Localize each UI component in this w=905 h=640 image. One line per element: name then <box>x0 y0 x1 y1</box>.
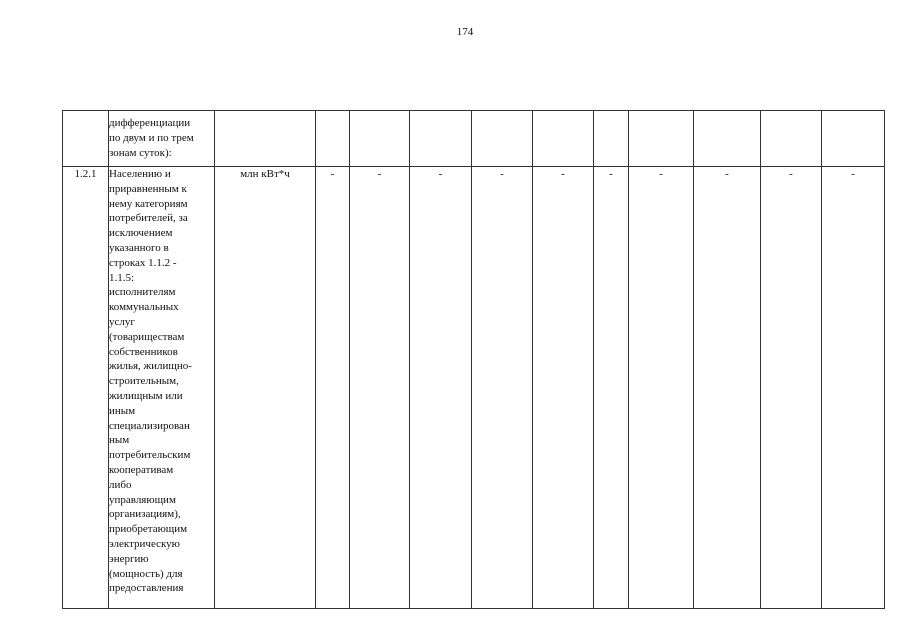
description-line: предоставления <box>109 582 184 595</box>
description-line: управляющим <box>109 493 176 506</box>
table-cell-number <box>63 111 109 167</box>
description-line: строках 1.1.2 - <box>109 256 177 269</box>
table-cell-description <box>109 167 215 609</box>
description-line: указанного в <box>109 241 169 254</box>
table-cell-number: 1.2.1 <box>63 167 109 609</box>
description-line: услуг <box>109 315 135 328</box>
description-line: кооперативам <box>109 463 174 476</box>
description-line: строительным, <box>109 375 179 388</box>
description-line: (мощность) для <box>109 567 183 580</box>
table-cell-value <box>410 111 472 167</box>
table-cell-value: - <box>694 167 761 609</box>
description-line: 1.1.5: <box>109 271 135 284</box>
table-cell-value <box>761 111 822 167</box>
description-line: исполнителям <box>109 286 176 299</box>
table-cell-value: - <box>533 167 594 609</box>
description-line: жилья, жилищно- <box>109 360 192 373</box>
table-row-continuation <box>63 111 885 167</box>
page-number: 174 <box>456 26 474 38</box>
table-cell-value <box>629 111 694 167</box>
table-cell-value <box>694 111 761 167</box>
description-line: жилищным или <box>109 389 183 402</box>
table-cell-value <box>533 111 594 167</box>
description-line: исключением <box>109 227 173 240</box>
table-cell-value <box>594 111 629 167</box>
description-line: коммунальных <box>109 301 179 314</box>
description-line: потребительским <box>109 449 191 462</box>
table-cell-value: - <box>410 167 472 609</box>
description-line: собственников <box>109 345 178 358</box>
table-cell-value <box>350 111 410 167</box>
table-cell-description <box>109 111 215 167</box>
description-line: (товариществам <box>109 330 185 343</box>
table-cell-value: - <box>629 167 694 609</box>
table-cell-value <box>822 111 885 167</box>
description-line: зонам суток): <box>109 146 172 159</box>
table-cell-value: - <box>594 167 629 609</box>
description-line: энергию <box>109 552 149 565</box>
data-table <box>62 110 885 609</box>
description-line: иным <box>109 404 136 417</box>
table-cell-unit: млн кВт*ч <box>215 167 316 609</box>
table-cell-value: - <box>350 167 410 609</box>
description-line: приравненным к <box>109 182 187 195</box>
table-cell-value: - <box>472 167 533 609</box>
description-line: приобретающим <box>109 523 188 536</box>
description-line: электрическую <box>109 537 180 550</box>
table-cell-value: - <box>761 167 822 609</box>
table-cell-unit <box>215 111 316 167</box>
table-cell-value <box>316 111 350 167</box>
description-line: ным <box>109 434 130 447</box>
description-line: потребителей, за <box>109 212 188 225</box>
description-line: дифференциации <box>109 117 191 129</box>
description-line: Населению и <box>109 168 171 180</box>
table-cell-value: - <box>316 167 350 609</box>
table-cell-value <box>472 111 533 167</box>
description-line: нему категориям <box>109 197 188 210</box>
description-line: по двум и по трем <box>109 131 194 144</box>
description-line: организациям), <box>109 508 181 521</box>
description-line: либо <box>109 478 132 491</box>
table-row-1-2-1 <box>63 167 885 609</box>
description-line: специализирован <box>109 419 190 432</box>
table-cell-value: - <box>822 167 885 609</box>
